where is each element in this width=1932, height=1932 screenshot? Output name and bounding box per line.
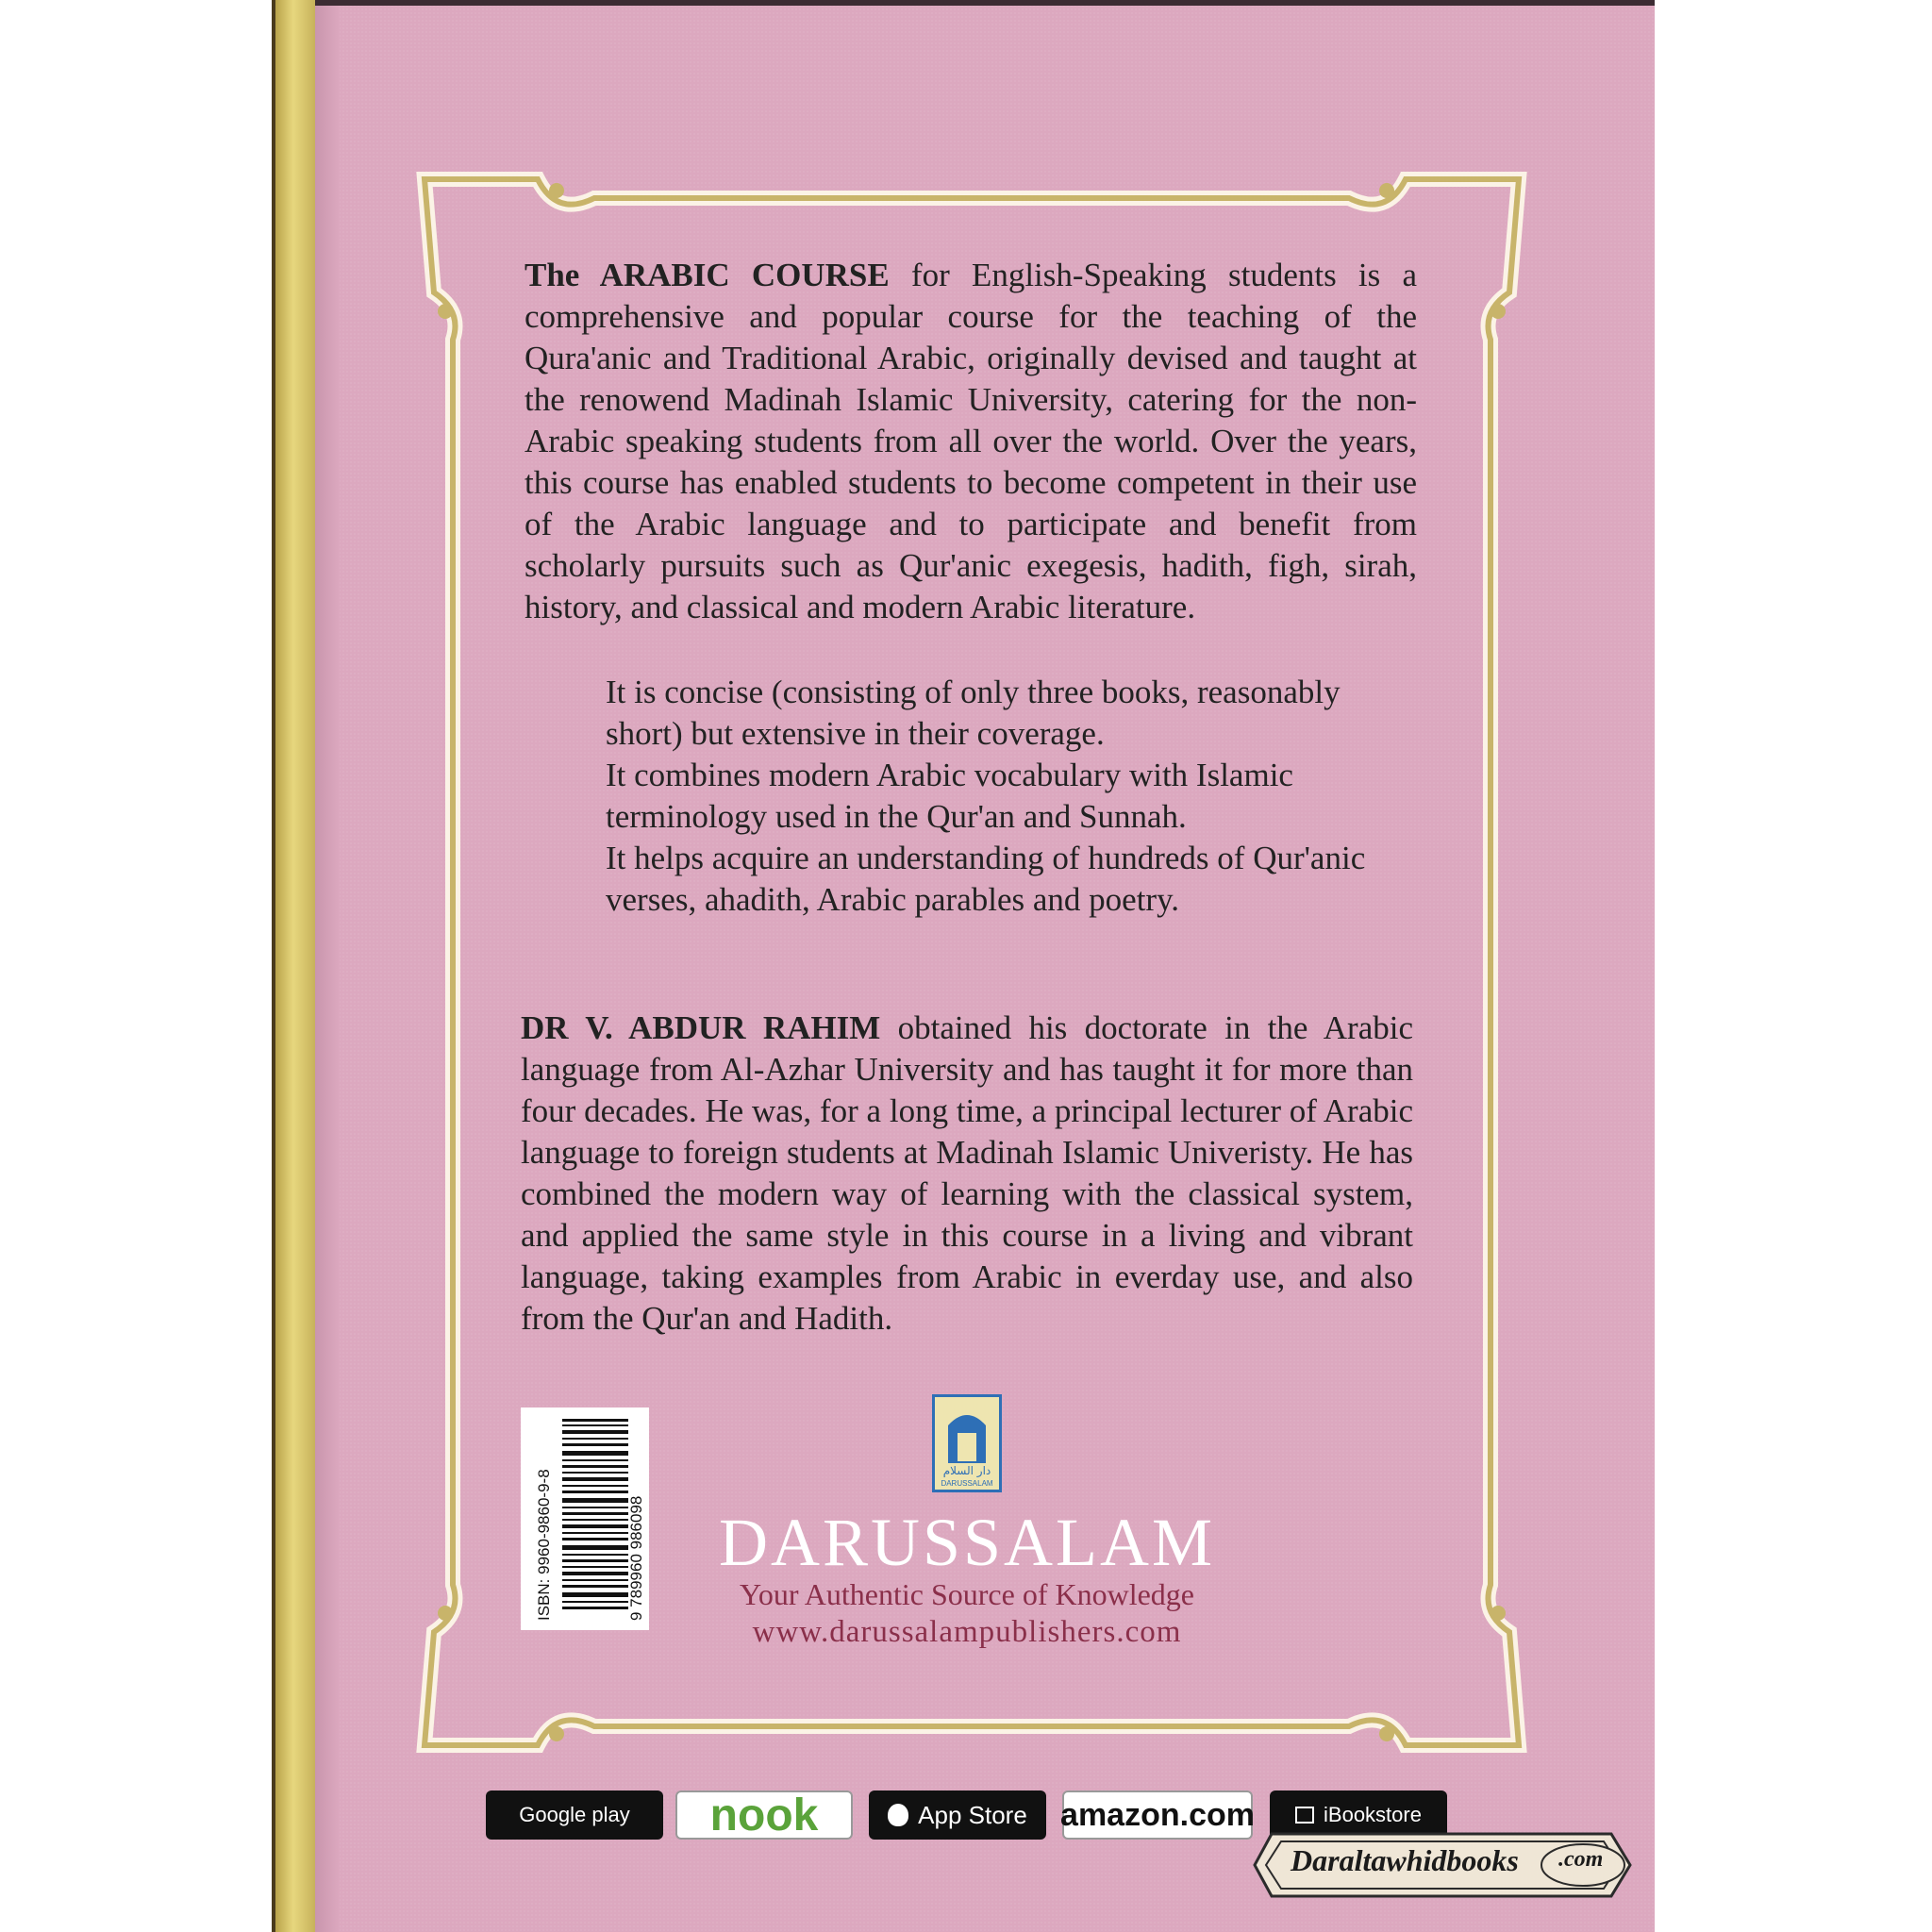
- nook-label: nook: [709, 1790, 819, 1840]
- course-description: [525, 255, 1417, 628]
- book-spine: [275, 0, 315, 1932]
- publisher-logo-icon: [932, 1394, 1002, 1492]
- publisher-tagline: Your Authentic Source of Knowledge: [739, 1577, 1194, 1611]
- watermark-suffix: .com: [1558, 1847, 1604, 1872]
- amazon-label: amazon.com: [1060, 1796, 1255, 1833]
- feature-list: [606, 672, 1398, 921]
- cover-top-edge: [315, 0, 1655, 6]
- barcode-graphic: [521, 1407, 649, 1630]
- book-icon: [1295, 1807, 1314, 1824]
- isbn-text: ISBN: 9960-9860-9-8: [535, 1469, 553, 1621]
- google-play-badge[interactable]: [486, 1790, 663, 1840]
- publisher-logo-graphic: [935, 1397, 999, 1490]
- feature-item: It is concise (consisting of only three books, reasonably short) but extensive in their coverage.: [606, 674, 1341, 752]
- publisher-url[interactable]: www.darussalampublishers.com: [752, 1615, 1182, 1649]
- barcode-digits: 9 789960 986098: [627, 1495, 645, 1621]
- barcode: [521, 1407, 649, 1630]
- amazon-badge[interactable]: [1062, 1790, 1253, 1840]
- apple-icon: [888, 1804, 908, 1826]
- feature-item: It helps acquire an understanding of hundreds of Qur'anic verses, ahadith, Arabic parables and poetry.: [606, 840, 1366, 918]
- publisher-logo-arabic: دار السلام: [942, 1464, 991, 1477]
- app-store-label: App Store: [918, 1800, 1027, 1829]
- ibookstore-label: iBookstore: [1324, 1803, 1422, 1826]
- author-bio-text: obtained his doctorate in the Arabic language from Al-Azhar University and has taught it for more than four decades. He was, for a long time, a principal lecturer of Arabic language to foreign students at Madinah Islamic Univeristy. He has combined the modern way of learning with the classical system, and applied the same style in this course in a living and vibrant language, taking examples from Arabic in everday use, and also from the Qur'an and Hadith.: [521, 1009, 1413, 1337]
- course-title: The ARABIC COURSE: [525, 257, 890, 293]
- watermark-name: Daraltawhidbooks: [1291, 1843, 1519, 1877]
- feature-item: It combines modern Arabic vocabulary with Islamic terminology used in the Qur'an and Sunnah.: [606, 757, 1293, 835]
- google-play-label: Google play: [519, 1803, 630, 1826]
- publisher-name: DARUSSALAM: [718, 1505, 1216, 1580]
- publisher-logo-label: DARUSSALAM: [941, 1479, 993, 1488]
- app-store-badge[interactable]: [869, 1790, 1046, 1840]
- cover-hinge: [315, 0, 340, 1932]
- author-name: DR V. ABDUR RAHIM: [521, 1009, 881, 1046]
- course-description-text: for English-Speaking students is a comprehensive and popular course for the teaching of the Qura'anic and Traditional Arabic, originally devised and taught at the renowend Madinah Islamic University, catering for the non-Arabic speaking students from all over the world. Over the years, this course has enabled students to become competent in their use of the Arabic language and to participate and benefit from scholarly pursuits such as Qur'anic exegesis, hadith, figh, sirah, history, and classical and modern Arabic literature.: [525, 257, 1417, 625]
- author-bio: [521, 1008, 1413, 1340]
- nook-badge[interactable]: [675, 1790, 853, 1840]
